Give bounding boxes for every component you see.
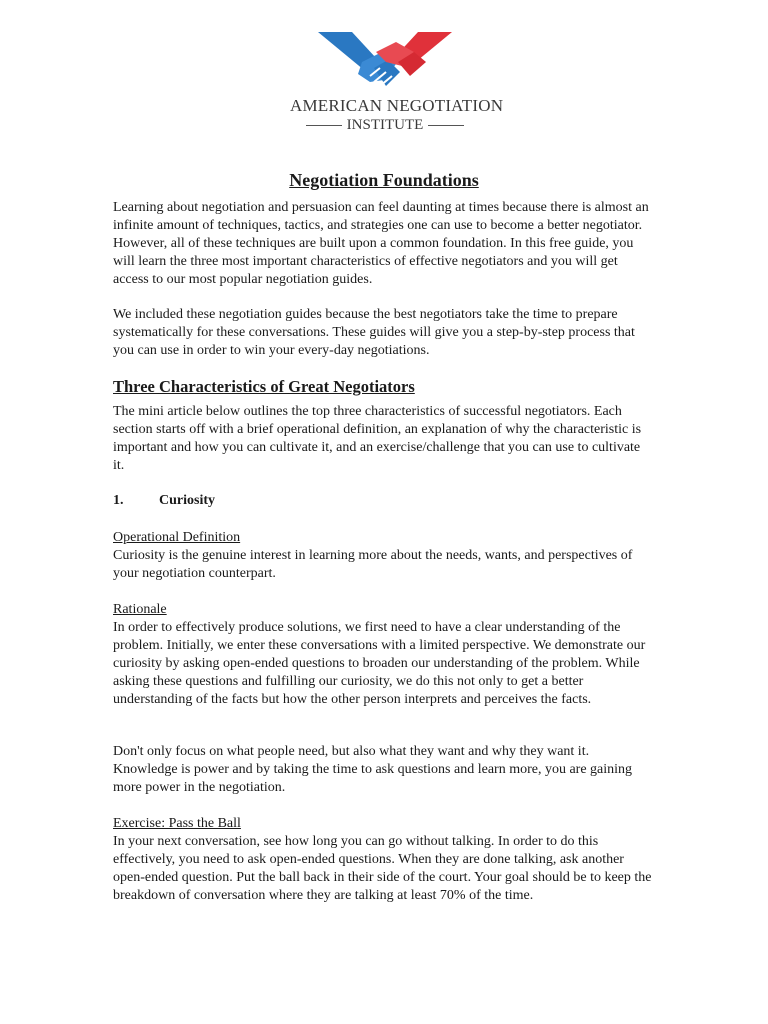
rationale-block	[113, 601, 653, 709]
logo-wordmark-line1: AMERICAN NEGOTIATION	[290, 96, 504, 115]
definition-text: Curiosity is the genuine interest in learning more about the needs, wants, and perspectives of your negotiation counterpart.	[113, 548, 633, 581]
rationale-paragraph-2: Don't only focus on what people need, but also what they want and why they want it. Knowledge is power and by taking the time to ask questions and learn more, you are gaining more power in the negotiation.	[113, 744, 633, 795]
handshake-logo-icon	[314, 22, 456, 92]
section-intro: The mini article below outlines the top three characteristics of successful negotiators. Each section starts off with a brief operational definition, an explanation of why the characteristic is important and how you can cultivate it, and an exercise/challenge that you can use to cultivate it.	[113, 404, 642, 473]
curiosity-number: 1.	[113, 493, 124, 508]
logo-wordmark-line2	[290, 117, 480, 134]
document-title: Negotiation Foundations	[289, 170, 479, 190]
exercise-heading: Exercise: Pass the Ball	[113, 816, 241, 831]
logo-wordmark-line2-text: INSTITUTE	[346, 117, 424, 133]
curiosity-heading	[113, 493, 215, 509]
intro-paragraph-2: We included these negotiation guides because the best negotiators take the time to prepare systematically for these conversations. These guides will give you a step-by-step process that you can use in order to win your every-day negotiations.	[113, 307, 635, 358]
exercise-text: In your next conversation, see how long you can go without talking. In order to do this effectively, you need to ask open-ended questions. When they are done talking, ask another open-ended question. Put the ball back in their side of the court. Your goal should be to keep the breakdown of conversation where they are talking at least 70% of the time.	[113, 834, 652, 903]
section-heading: Three Characteristics of Great Negotiators	[113, 377, 415, 396]
logo-rule-left	[306, 125, 342, 126]
definition-heading: Operational Definition	[113, 530, 241, 545]
logo	[290, 22, 504, 142]
logo-rule-right	[428, 125, 464, 126]
curiosity-title: Curiosity	[159, 493, 215, 508]
rationale-text: In order to effectively produce solutions, we first need to have a clear understanding of the problem. Initially, we enter these conversations with a limited perspective. We demonstrate our curiosity by asking open-ended questions to broaden our understanding of the problem. While asking these questions and fulfilling our curiosity, we do this not only to get a better understanding of the facts but how the other person interprets and perceives the facts.	[113, 620, 646, 707]
definition-block	[113, 529, 653, 583]
rationale-heading: Rationale	[113, 602, 167, 617]
exercise-block	[113, 815, 653, 905]
intro-paragraph-1: Learning about negotiation and persuasion can feel daunting at times because there is almost an infinite amount of techniques, tactics, and strategies one can use to become a better negotiator. However, all of these techniques are built upon a common foundation. In this free guide, you will learn the three most important characteristics of effective negotiators and you will get access to our most popular negotiation guides.	[113, 200, 649, 287]
